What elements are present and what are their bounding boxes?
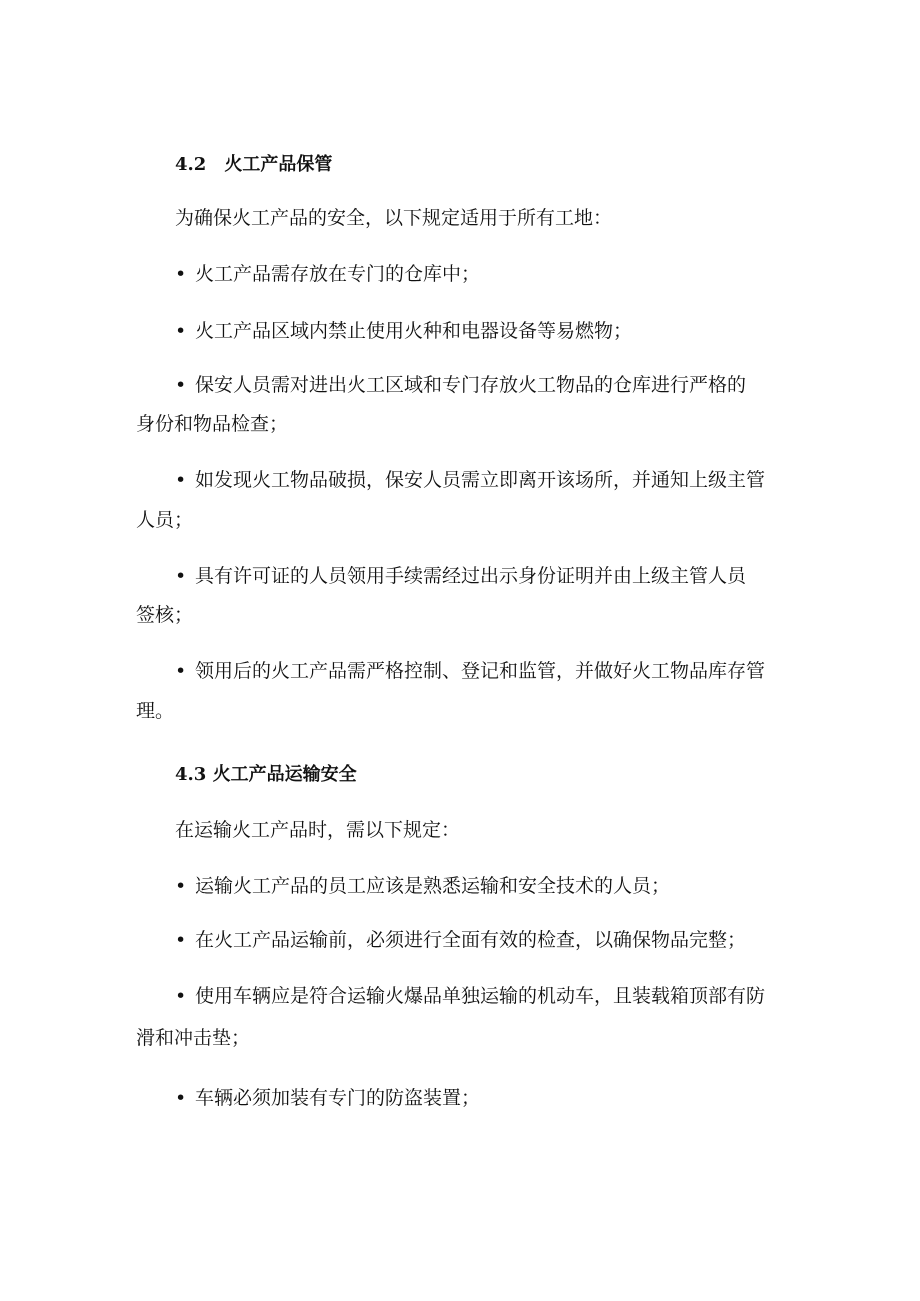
list-item [175,1086,480,1110]
list-item [175,874,670,898]
list-item-text: 具有许可证的人员领用手续需经过出示身份证明并由上级主管人员 [195,565,747,587]
bullet: • [175,263,187,285]
list-item [175,659,765,683]
bullet: • [175,565,187,587]
list-item [175,564,746,588]
section-intro-4-2: 为确保火工产品的安全，以下规定适用于所有工地： [175,207,613,229]
list-item [175,373,746,397]
list-item-text: 运输火工产品的员工应该是熟悉运输和安全技术的人员； [195,875,671,897]
list-item-continuation: 理。 [136,700,175,722]
list-item-continuation: 人员； [136,509,194,531]
list-item [175,319,632,343]
bullet: • [175,320,187,342]
section-heading-4-2: 4.2 火工产品保管 [175,154,333,175]
list-item [175,928,746,952]
bullet: • [175,875,187,897]
list-item-text: 在火工产品运输前，必须进行全面有效的检查，以确保物品完整； [195,929,747,951]
list-item [175,468,765,492]
list-item-text: 领用后的火工产品需严格控制、登记和监管，并做好火工物品库存管 [195,660,766,682]
list-item-text: 如发现火工物品破损，保安人员需立即离开该场所，并通知上级主管 [195,469,766,491]
section-heading-4-3: 4.3 火工产品运输安全 [175,764,357,785]
bullet: • [175,929,187,951]
bullet: • [175,985,187,1007]
list-item-text: 车辆必须加装有专门的防盗装置； [195,1087,481,1109]
bullet: • [175,374,187,396]
list-item [175,262,480,286]
list-item-text: 火工产品需存放在专门的仓库中； [195,263,481,285]
list-item [175,984,765,1008]
list-item-continuation: 滑和冲击垫； [136,1027,251,1049]
section-intro-4-3: 在运输火工产品时，需以下规定： [175,819,461,841]
list-item-text: 保安人员需对进出火工区域和专门存放火工物品的仓库进行严格的 [195,374,747,396]
list-item-text: 火工产品区域内禁止使用火种和电器设备等易燃物； [195,320,633,342]
list-item-continuation: 签核； [136,604,194,626]
list-item-text: 使用车辆应是符合运输火爆品单独运输的机动车，且装载箱顶部有防 [195,985,766,1007]
bullet: • [175,660,187,682]
bullet: • [175,469,187,491]
list-item-continuation: 身份和物品检查； [136,413,289,435]
bullet: • [175,1087,187,1109]
